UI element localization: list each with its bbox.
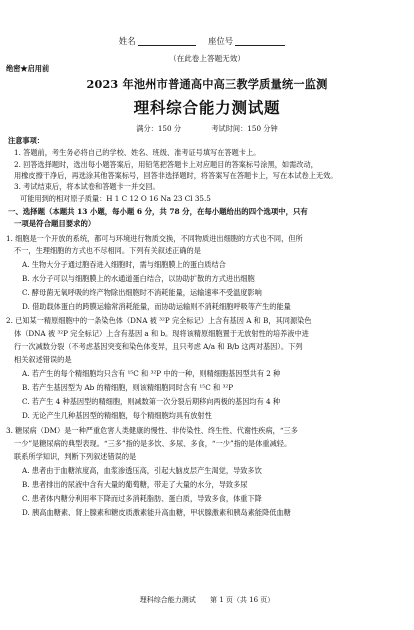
note-item: 3. 考试结束后，将本试卷和答题卡一并交回。 — [14, 182, 160, 191]
page-footer — [0, 596, 414, 605]
question-1-stem: 1. 细胞是一个开放的系统，都可与环境进行物质交换，不同物质进出细胞的方式也不同，但所 — [6, 234, 303, 243]
question-1-option-d: D. 借助载体蛋白的跨膜运输常消耗能量，而协助运输则不消耗细胞呼吸等产生的能量 — [22, 302, 291, 311]
question-3-option-d: D. 胰高血糖素、肾上腺素和糖皮质激素能升高血糖，甲状腺激素和胰岛素能降低血糖 — [22, 508, 291, 517]
question-1-option-c: C. 酵母菌无氧呼吸的终产物除出细胞时不消耗能量，运输速率不受温度影响 — [22, 288, 262, 297]
full-score: 满分：150 分 — [136, 124, 182, 133]
footer-page-number: 第 1 页（共 16 页） — [209, 596, 275, 604]
exam-time: 考试时间：150 分钟 — [211, 124, 278, 133]
invalid-note: （在此卷上答题无效） — [169, 54, 245, 63]
question-2-option-c: C. 若产生 4 种基因型的精细胞，则减数第一次分裂后期移向两极的基因均有 4 种 — [22, 397, 281, 406]
question-2-stem-cont: 行一次减数分裂（不考虑基因突变和染色体变异，且只考虑 A/a 和 B/b 这两对基因）。下列 — [14, 342, 303, 351]
note-item: 2. 回答选择题时，选出每小题答案后，用铅笔把答题卡上对应题目的答案标号涂黑，如需改动， — [14, 160, 318, 169]
question-2-option-a: A. 若产生的每个精细胞均只含有 ¹⁵C 和 ³²P 中的一种，则精细胞基因型共有 2 种 — [22, 369, 281, 378]
section-heading-cont: 一项是符合题目要求的） — [14, 219, 96, 228]
question-3-option-b: B. 患者排出的尿液中含有大量的葡萄糖，带走了大量的水分，导致多尿 — [22, 480, 248, 489]
question-2-option-d: D. 无论产生几种基因型的精细胞，每个精细胞均具有放射性 — [22, 411, 212, 420]
question-3-stem-cont: 一少”是糖尿病的典型表现。“三多”指的是多饮、多尿、多食，“一少”指的是体重减轻。 — [14, 439, 292, 448]
seat-label: 座位号 — [208, 36, 234, 46]
note-item: 用橡皮擦干净后，再选涂其他答案标号，回答非选择题时，将答案写在答题卡上，写在本试卷上无效。 — [14, 171, 338, 180]
question-1-option-b: B. 水分子可以与细胞膜上的水通道蛋白结合，以协助扩散的方式进出细胞 — [22, 274, 255, 283]
atomic-mass-note: 可能用到的相对原子质量：H 1 C 12 O 16 Na 23 Cl 35.5 — [20, 194, 211, 203]
name-blank — [138, 36, 196, 46]
seat-blank — [235, 36, 285, 46]
question-3-option-c: C. 患者体内糖分利用率下降而过多消耗脂肪、蛋白质，导致多食，体重下降 — [22, 494, 262, 503]
question-3-stem-cont: 联系所学知识，判断下列叙述错误的是 — [14, 452, 137, 461]
question-2-option-b: B. 若产生基因型为 Ab 的精细胞，则该精细胞同时含有 ¹⁵C 和 ³²P — [22, 383, 234, 392]
footer-subject: 理科综合能力测试 — [139, 596, 196, 604]
question-2-stem-cont: 体（DNA 被 ³²P 完全标记）上含有基因 a 和 b。现将该精原细胞置于无放射性的培养液中进 — [14, 329, 309, 338]
exam-title: 2023 年池州市普通高中高三教学质量统一监测 — [86, 77, 328, 91]
notes-heading: 注意事项： — [8, 136, 44, 145]
exam-meta — [0, 124, 414, 133]
question-3-option-a: A. 患者由于血糖浓度高，血浆渗透压高，引起大脑皮层产生渴觉，导致多饮 — [22, 466, 262, 475]
question-2-stem-cont: 相关叙述错误的是 — [14, 355, 72, 364]
name-seat-row — [0, 36, 414, 46]
question-3-stem: 3. 糖尿病（DM）是一种严重危害人类健康的慢性、非传染性、终生性、代谢性疾病，“三多 — [6, 426, 298, 435]
question-2-stem: 2. 已知某一精原细胞中的一条染色体（DNA 被 ³²P 完全标记）上含有基因 A 和 B，其同源染色 — [6, 316, 312, 325]
secret-label: 绝密★启用前 — [6, 64, 50, 73]
question-1-option-a: A. 生物大分子通过胞吞进入细胞时，需与细胞膜上的蛋白质结合 — [22, 260, 226, 269]
exam-subject-title: 理科综合能力测试题 — [133, 98, 281, 117]
note-item: 1. 答题前，考生务必将自己的学校、姓名、班级、准考证号填写在答题卡上。 — [14, 148, 261, 157]
question-1-stem-cont: 不一，生理细胞的方式也不尽相同。下列有关叙述正确的是 — [14, 246, 201, 255]
name-label: 姓名 — [118, 36, 136, 46]
section-heading: 一、选择题（本题共 13 小题，每小题 6 分，共 78 分，在每小题给出的四个选项中，只有 — [8, 207, 308, 216]
